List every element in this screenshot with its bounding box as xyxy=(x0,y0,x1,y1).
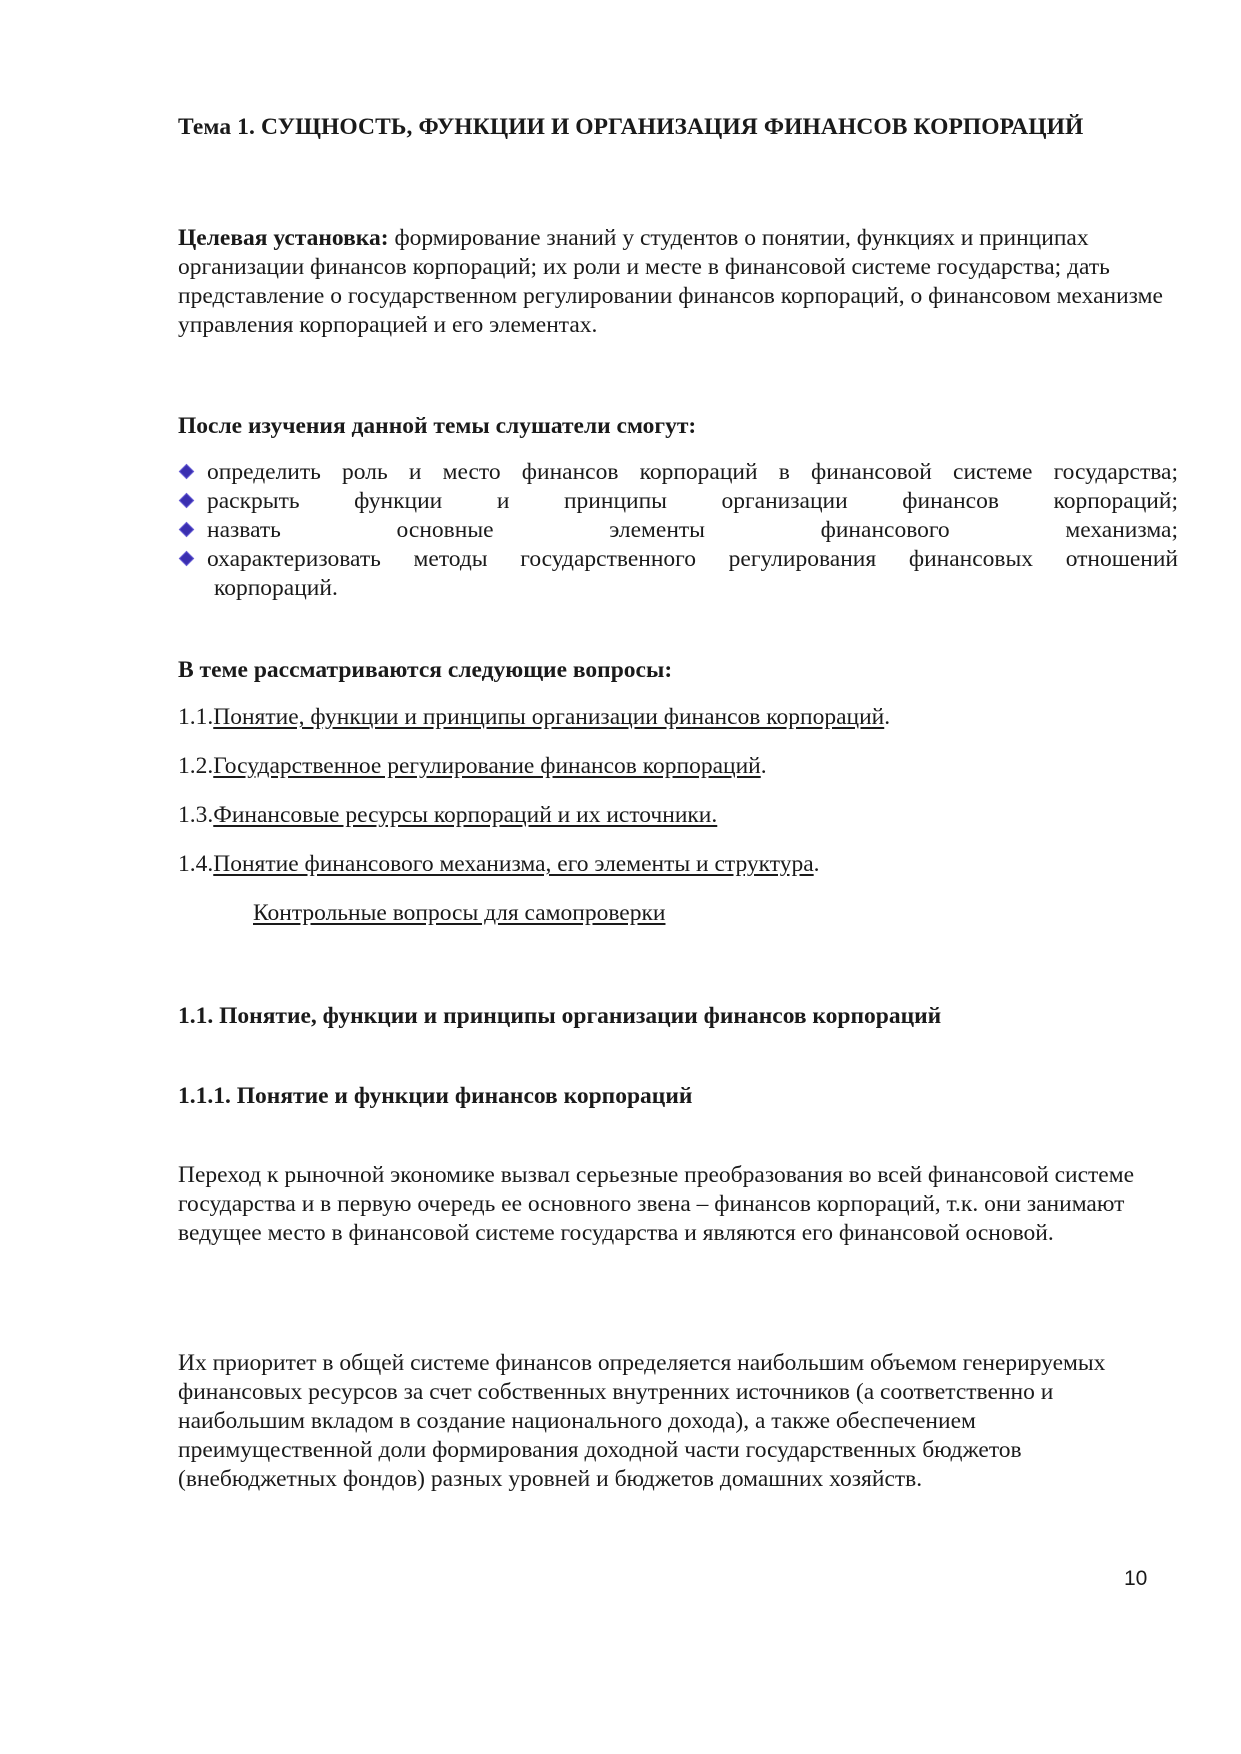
diamond-bullet-icon xyxy=(179,464,195,480)
list-item xyxy=(178,545,1178,603)
body-paragraph-1: Переход к рыночной экономике вызвал серьезные преобразования во всей финансовой системе государства и в первую очередь ее основного звена – финансов корпораций, т.к. они занимают ведущее место в финансовой системе государства и являются его финансовой основой. xyxy=(178,1162,1135,1246)
diamond-bullet-icon xyxy=(179,522,195,538)
diamond-bullet-icon xyxy=(179,551,195,567)
toc-link-1-3[interactable]: Финансовые ресурсы корпораций и их источники. xyxy=(213,802,718,828)
after-study-heading: После изучения данной темы слушатели смогут: xyxy=(178,413,697,439)
list-item-text: раскрыть функции и принципы организации финансов корпораций; xyxy=(207,488,1178,514)
outcomes-list xyxy=(178,458,1178,603)
list-item xyxy=(178,458,1178,487)
page-title: Тема 1. СУЩНОСТЬ, ФУНКЦИИ И ОРГАНИЗАЦИЯ ФИНАНСОВ КОРПОРАЦИЙ xyxy=(178,114,1084,140)
toc-number: 1.3. xyxy=(178,802,214,828)
toc-item-1-4 xyxy=(178,851,820,878)
toc-number: 1.2. xyxy=(178,753,214,779)
page-number: 10 xyxy=(1124,1567,1148,1590)
toc-item-1-3 xyxy=(178,802,717,829)
toc-item-1-1 xyxy=(178,704,890,731)
goal-label: Целевая установка: xyxy=(178,225,389,251)
body-paragraph-2: Их приоритет в общей системе финансов определяется наибольшим объемом генерируемых финансовых ресурсов за счет собственных внутренних источников (а соответственно и наибольшим вкладом в создание национального дохода), а также обеспечением преимущественной доли формирования доходной части государственных бюджетов (внебюджетных фондов) разных уровней и бюджетов домашних хозяйств. xyxy=(178,1350,1106,1492)
goal-text: формирование знаний у студентов о понятии, функциях и принципах организации финансов корпораций; их роли и месте в финансовой системе государства; дать представление о государственном регулировании финансов корпораций, о финансовом механизме управления корпорацией и его элементах. xyxy=(178,225,1163,338)
toc-link-1-1[interactable]: Понятие, функции и принципы организации финансов корпораций xyxy=(213,704,885,730)
list-item-continuation: корпораций. xyxy=(214,575,338,601)
toc-number: 1.4. xyxy=(178,851,214,877)
toc-suffix: . xyxy=(813,851,820,877)
toc-suffix: . xyxy=(884,704,891,730)
toc-link-1-2[interactable]: Государственное регулирование финансов корпораций xyxy=(213,753,761,779)
list-item-text: назвать основные элементы финансового механизма; xyxy=(207,517,1178,543)
questions-heading: В теме рассматриваются следующие вопросы: xyxy=(178,657,673,683)
section-heading-1-1-1: 1.1.1. Понятие и функции финансов корпораций xyxy=(178,1083,693,1109)
toc-link-1-4[interactable]: Понятие финансового механизма, его элементы и структура xyxy=(213,851,814,877)
self-check-item xyxy=(253,900,665,927)
list-item-text: охарактеризовать методы государственного регулирования финансовых отношений xyxy=(207,546,1178,572)
toc-number: 1.1. xyxy=(178,704,214,730)
section-heading-1-1: 1.1. Понятие, функции и принципы организации финансов корпораций xyxy=(178,1003,942,1029)
list-item-text: определить роль и место финансов корпораций в финансовой системе государства; xyxy=(207,459,1178,485)
list-item xyxy=(178,516,1178,545)
goal-paragraph xyxy=(178,224,1168,340)
toc-item-1-2 xyxy=(178,753,767,780)
diamond-bullet-icon xyxy=(179,493,195,509)
toc-suffix: . xyxy=(760,753,767,779)
list-item xyxy=(178,487,1178,516)
self-check-link[interactable]: Контрольные вопросы для самопроверки xyxy=(253,900,666,926)
